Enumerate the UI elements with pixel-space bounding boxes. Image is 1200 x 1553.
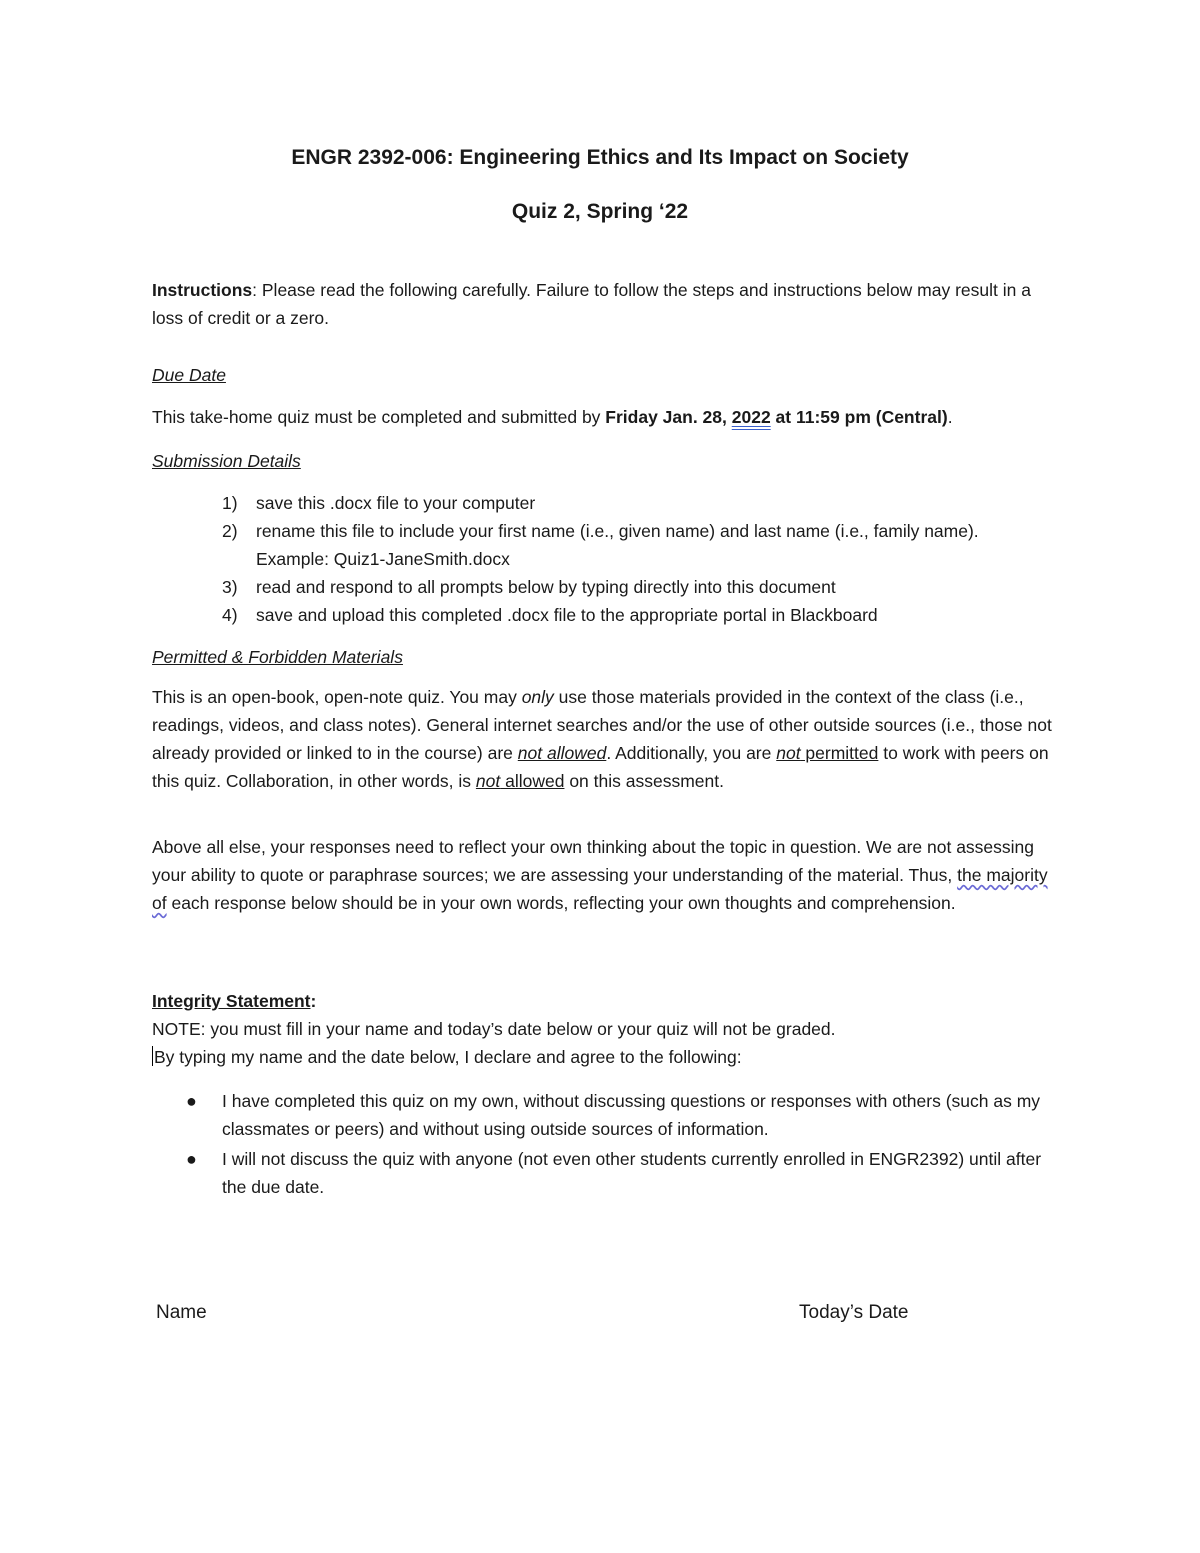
step-number: 3): [222, 577, 238, 597]
due-date-paragraph: [152, 403, 1052, 431]
instructions-label: Instructions: [152, 280, 253, 300]
paragraph-text: . Additionally, you are: [606, 743, 777, 763]
due-date-period: .: [947, 407, 953, 427]
declaration-text: By typing my name and the date below, I declare and agree to the following:: [154, 1047, 742, 1067]
text-cursor: [152, 1046, 153, 1066]
name-label: Name: [156, 1302, 207, 1323]
submission-steps: [152, 489, 1052, 629]
due-date-heading-text: Due Date: [152, 365, 226, 385]
due-date-time: at 11:59 pm (Central): [770, 407, 948, 427]
materials-heading-text: Permitted & Forbidden Materials: [152, 647, 403, 667]
integrity-note: NOTE: you must fill in your name and today’s date below or your quiz will not be graded.: [152, 1019, 836, 1039]
step-number: 1): [222, 493, 238, 513]
integrity-heading: [152, 987, 1052, 1015]
list-item: [152, 517, 1052, 573]
emphasis-only: only: [521, 687, 554, 707]
list-item: [152, 489, 1052, 517]
list-item: [152, 573, 1052, 601]
integrity-declaration[interactable]: [152, 1043, 1052, 1071]
bullet-text: I will not discuss the quiz with anyone (not even other students currently enrolled in ENGR2392) until after the due date.: [222, 1149, 1042, 1197]
integrity-bullets: [152, 1087, 1052, 1201]
paragraph-text: Above all else, your responses need to reflect your own thinking about the topic in question. We are not assessing your ability to quote or paraphrase sources; we are assessing your understanding of the material. Thus,: [152, 837, 1035, 885]
due-date-value: Friday Jan. 28,: [605, 407, 732, 427]
emphasis-not: not: [475, 771, 501, 791]
emphasis-permitted: permitted: [800, 743, 879, 763]
step-text: rename this file to include your first name (i.e., given name) and last name (i.e., family name). Example: Quiz1-JaneSmith.docx: [256, 521, 979, 569]
emphasis-allowed: allowed: [500, 771, 565, 791]
document-title: ENGR 2392-006: Engineering Ethics and Its Impact on Society: [291, 146, 909, 169]
materials-paragraph-2: [152, 833, 1052, 917]
step-text: read and respond to all prompts below by typing directly into this document: [256, 577, 836, 597]
instructions-paragraph: [152, 276, 1052, 332]
paragraph-text: This is an open-book, open-note quiz. You may: [152, 687, 522, 707]
materials-heading: [152, 643, 1052, 671]
document-subtitle: Quiz 2, Spring ‘22: [511, 200, 689, 223]
integrity-heading-text: Integrity Statement: [152, 991, 311, 1011]
grammar-flag: the majority of: [152, 865, 1048, 913]
step-number: 4): [222, 605, 238, 625]
paragraph-text: use those materials provided in the context of the class (i.e., readings, videos, and class notes). General internet searches and/or the use of other outside sources (i.e., those not already provided or linked to in the course) are: [152, 687, 1052, 763]
paragraph-text: on this assessment.: [564, 771, 724, 791]
emphasis-not-allowed: not allowed: [517, 743, 607, 763]
integrity-colon: :: [310, 991, 317, 1011]
due-date-text: This take-home quiz must be completed and submitted by: [152, 407, 606, 427]
due-date-year: 2022: [731, 407, 771, 427]
paragraph-text: to work with peers on this quiz. Collaboration, in other words, is: [152, 743, 1049, 791]
submission-heading: [152, 447, 1052, 475]
bullet-text: I have completed this quiz on my own, without discussing questions or responses with others (such as my classmates or peers) and without using outside sources of information.: [222, 1091, 1041, 1139]
step-text: save this .docx file to your computer: [256, 493, 536, 513]
submission-heading-text: Submission Details: [152, 451, 301, 471]
step-text: save and upload this completed .docx file to the appropriate portal in Blackboard: [256, 605, 878, 625]
list-item: [152, 1087, 1052, 1143]
bullet-icon: ●: [186, 1149, 197, 1169]
date-label: Today’s Date: [799, 1302, 909, 1323]
emphasis-not: not: [776, 743, 801, 763]
due-date-heading: [152, 361, 1052, 389]
step-number: 2): [222, 521, 238, 541]
paragraph-text: each response below should be in your own words, reflecting your own thoughts and comprehension.: [166, 893, 956, 913]
instructions-text: : Please read the following carefully. Failure to follow the steps and instructions below may result in a loss of credit or a zero.: [152, 280, 1031, 328]
list-item: [152, 601, 1052, 629]
list-item: [152, 1145, 1052, 1201]
materials-paragraph-1: [152, 683, 1052, 795]
bullet-icon: ●: [186, 1091, 197, 1111]
